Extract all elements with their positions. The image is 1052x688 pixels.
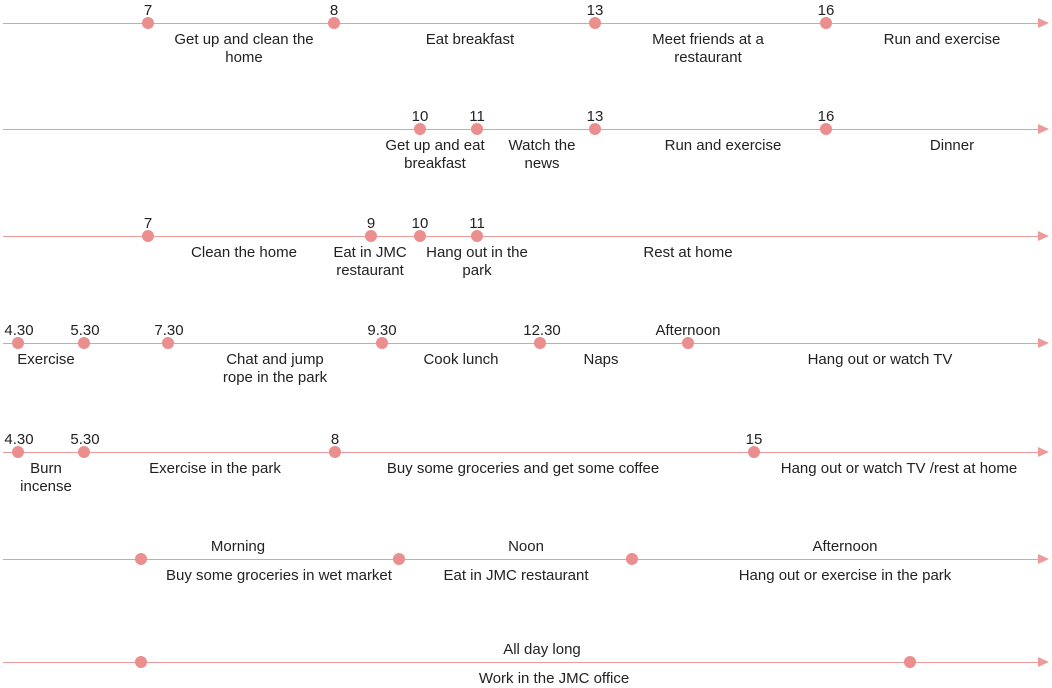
activity-label: Run and exercise <box>883 31 1001 48</box>
timeline-line <box>3 23 1040 24</box>
time-label: 13 <box>586 2 604 19</box>
time-label: 8 <box>330 431 340 448</box>
time-label: 15 <box>745 431 763 448</box>
activity-label: Watch the news <box>508 137 576 172</box>
activity-label: Hang out or watch TV /rest at home <box>780 460 1018 477</box>
time-label: 16 <box>817 2 835 19</box>
time-label: 8 <box>329 2 339 19</box>
activity-label: Buy some groceries in wet market <box>166 567 392 584</box>
activity-label: Cook lunch <box>423 351 499 368</box>
activity-label: Clean the home <box>191 244 297 261</box>
activity-label: Hang out in the park <box>426 244 528 279</box>
activity-label: Rest at home <box>643 244 733 261</box>
arrow-head-icon <box>1038 554 1049 564</box>
time-marker <box>135 553 147 565</box>
time-label: Afternoon <box>655 322 721 339</box>
activity-label: Eat breakfast <box>425 31 515 48</box>
time-label: Morning <box>210 538 266 555</box>
activity-label: Naps <box>583 351 619 368</box>
time-label: 4.30 <box>4 322 34 339</box>
time-label: Afternoon <box>812 538 878 555</box>
activity-label: Burn incense <box>20 460 72 495</box>
time-label: 7 <box>143 2 153 19</box>
time-label: 10 <box>411 215 429 232</box>
activity-label: Exercise <box>17 351 75 368</box>
time-label: 12.30 <box>523 322 561 339</box>
timeline-line <box>3 559 1040 560</box>
time-label: 7.30 <box>154 322 184 339</box>
time-label: 7 <box>143 215 153 232</box>
activity-label: Run and exercise <box>664 137 782 154</box>
activity-label: Meet friends at a restaurant <box>652 31 764 66</box>
time-label: 9 <box>366 215 376 232</box>
time-marker <box>626 553 638 565</box>
time-label: 9.30 <box>367 322 397 339</box>
activity-label: Eat in JMC restaurant <box>443 567 589 584</box>
activity-label: Dinner <box>929 137 975 154</box>
activity-label: Get up and eat breakfast <box>385 137 485 172</box>
time-label: 5.30 <box>70 431 100 448</box>
activity-label: Exercise in the park <box>149 460 281 477</box>
activity-label: Hang out or exercise in the park <box>738 567 952 584</box>
activity-label: Hang out or watch TV <box>807 351 953 368</box>
timeline-line <box>3 129 1040 130</box>
time-label: 16 <box>817 108 835 125</box>
timeline-line <box>3 452 1040 453</box>
time-label: 5.30 <box>70 322 100 339</box>
timeline-line <box>3 662 1040 663</box>
arrow-head-icon <box>1038 657 1049 667</box>
time-label: All day long <box>503 641 581 658</box>
time-label: 10 <box>411 108 429 125</box>
arrow-head-icon <box>1038 124 1049 134</box>
activity-label: Eat in JMC restaurant <box>333 244 407 279</box>
time-label: Noon <box>508 538 544 555</box>
arrow-head-icon <box>1038 447 1049 457</box>
activity-label: Work in the JMC office <box>478 670 630 687</box>
arrow-head-icon <box>1038 231 1049 241</box>
activity-label: Get up and clean the home <box>174 31 314 66</box>
arrow-head-icon <box>1038 18 1049 28</box>
time-label: 13 <box>586 108 604 125</box>
time-marker <box>393 553 405 565</box>
time-marker <box>135 656 147 668</box>
timeline-line <box>3 343 1040 344</box>
time-label: 11 <box>469 108 485 125</box>
timeline-line <box>3 236 1040 237</box>
activity-label: Buy some groceries and get some coffee <box>386 460 660 477</box>
time-label: 4.30 <box>4 431 34 448</box>
time-marker <box>904 656 916 668</box>
arrow-head-icon <box>1038 338 1049 348</box>
time-label: 11 <box>469 215 485 232</box>
activity-label: Chat and jump rope in the park <box>222 351 328 386</box>
